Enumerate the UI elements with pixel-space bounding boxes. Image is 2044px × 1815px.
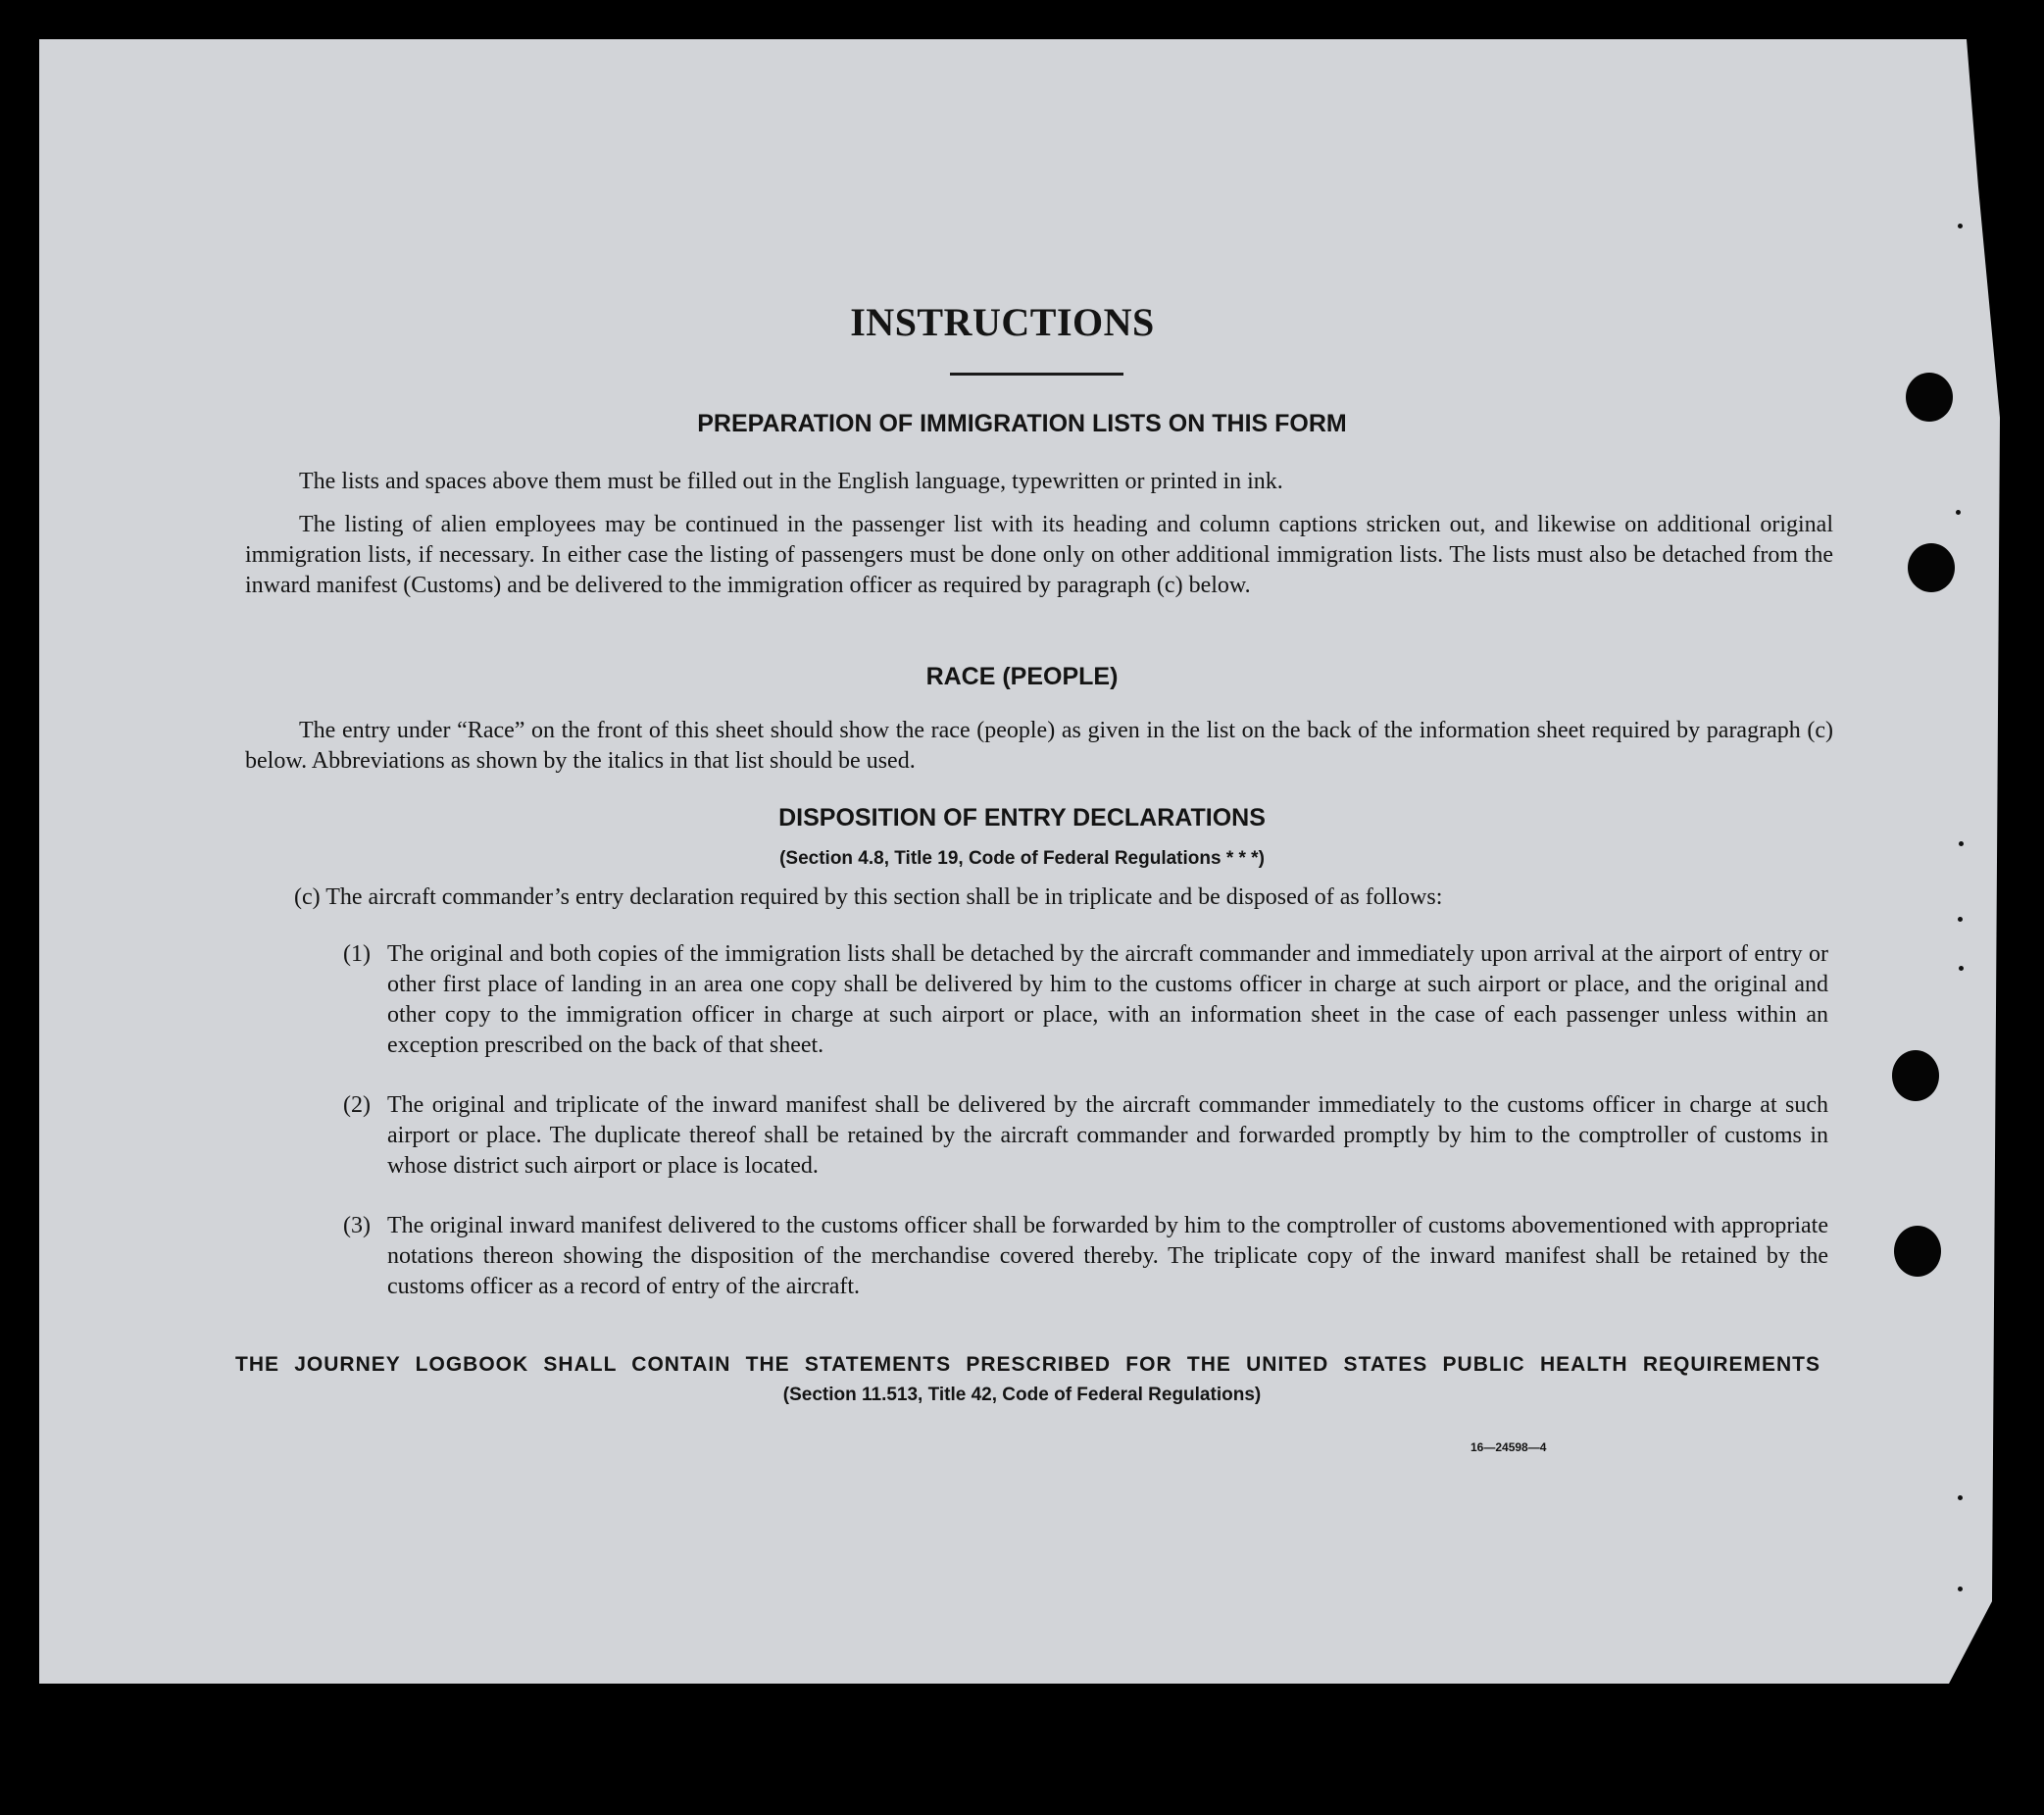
speck bbox=[1958, 1495, 1963, 1500]
list-item-text: The original and both copies of the immigration lists shall be detached by the aircraft commander and immediately upon arrival at the airport of entry or other first place of landing in an area one copy shall be delivered by him to the customs officer in charge at such airport or place, and the original and other copy to the immigration officer in charge at such airport or place, with an information sheet in the case of each passenger unless within an exception prescribed on the back of that sheet. bbox=[387, 941, 1828, 1058]
speck bbox=[1958, 917, 1963, 922]
list-item-number: (1) bbox=[343, 941, 371, 967]
speck bbox=[1958, 224, 1963, 228]
section-heading-disposition: DISPOSITION OF ENTRY DECLARATIONS bbox=[778, 804, 1266, 832]
paragraph-race-entry bbox=[245, 716, 1833, 777]
punch-hole bbox=[1906, 373, 1953, 422]
paragraph-lists-language bbox=[245, 467, 1833, 497]
section-heading-race: RACE (PEOPLE) bbox=[925, 663, 1119, 690]
public-health-statement: THE JOURNEY LOGBOOK SHALL CONTAIN THE STATEMENTS PRESCRIBED FOR THE UNITED STATES PUBLIC HEALTH REQUIREMENTS bbox=[235, 1353, 1820, 1376]
paragraph-text: The listing of alien employees may be continued in the passenger list with its heading and column captions stricken out, and likewise on additional original immigration lists, if necessary. In either case the listing of passengers must be done only on other additional immigration lists. The lists must also be detached from the inward manifest (Customs) and be delivered to the immigration officer as required by paragraph (c) below. bbox=[245, 512, 1833, 598]
punch-hole bbox=[1892, 1050, 1939, 1101]
paragraph-alien-employees bbox=[245, 510, 1833, 601]
list-item bbox=[343, 939, 1828, 1061]
speck bbox=[1958, 1587, 1963, 1591]
speck bbox=[1959, 966, 1964, 971]
punch-hole bbox=[1908, 543, 1955, 592]
title-underline bbox=[950, 373, 1123, 376]
page-title: INSTRUCTIONS bbox=[850, 300, 1155, 344]
list-item bbox=[343, 1211, 1828, 1302]
section-citation: (Section 4.8, Title 19, Code of Federal Regulations * * *) bbox=[779, 848, 1265, 869]
list-item-number: (3) bbox=[343, 1213, 371, 1238]
speck bbox=[1959, 841, 1964, 846]
list-item bbox=[343, 1090, 1828, 1182]
list-item-text: The original and triplicate of the inward manifest shall be delivered by the aircraft commander immediately to the customs officer in charge at such airport or place. The duplicate thereof shall be retained by the aircraft commander and forwarded promptly by him to the comptroller of customs in whose district such airport or place is located. bbox=[387, 1092, 1828, 1179]
list-item-text: The original inward manifest delivered to the customs officer shall be forwarded by him to the comptroller of customs abovementioned with appropriate notations thereon showing the disposition of the merchandise covered thereby. The triplicate copy of the inward manifest shall be retained by the customs officer as a record of entry of the aircraft. bbox=[387, 1213, 1828, 1299]
paragraph-intro-c: (c) The aircraft commander’s entry declaration required by this section shall be in triplicate and be disposed of as follows: bbox=[294, 884, 1443, 910]
list-item-number: (2) bbox=[343, 1092, 371, 1118]
section-heading-preparation: PREPARATION OF IMMIGRATION LISTS ON THIS FORM bbox=[697, 410, 1347, 437]
paragraph-text: The lists and spaces above them must be filled out in the English language, typewritten or printed in ink. bbox=[299, 469, 1283, 494]
punch-hole bbox=[1894, 1226, 1941, 1277]
speck bbox=[1956, 510, 1961, 515]
footer-citation: (Section 11.513, Title 42, Code of Federal Regulations) bbox=[782, 1385, 1262, 1405]
form-number: 16—24598—4 bbox=[1471, 1440, 1547, 1454]
paragraph-text: The entry under “Race” on the front of this sheet should show the race (people) as given in the list on the back of the information sheet required by paragraph (c) below. Abbreviations as shown by the italics in that list should be used. bbox=[245, 718, 1833, 774]
